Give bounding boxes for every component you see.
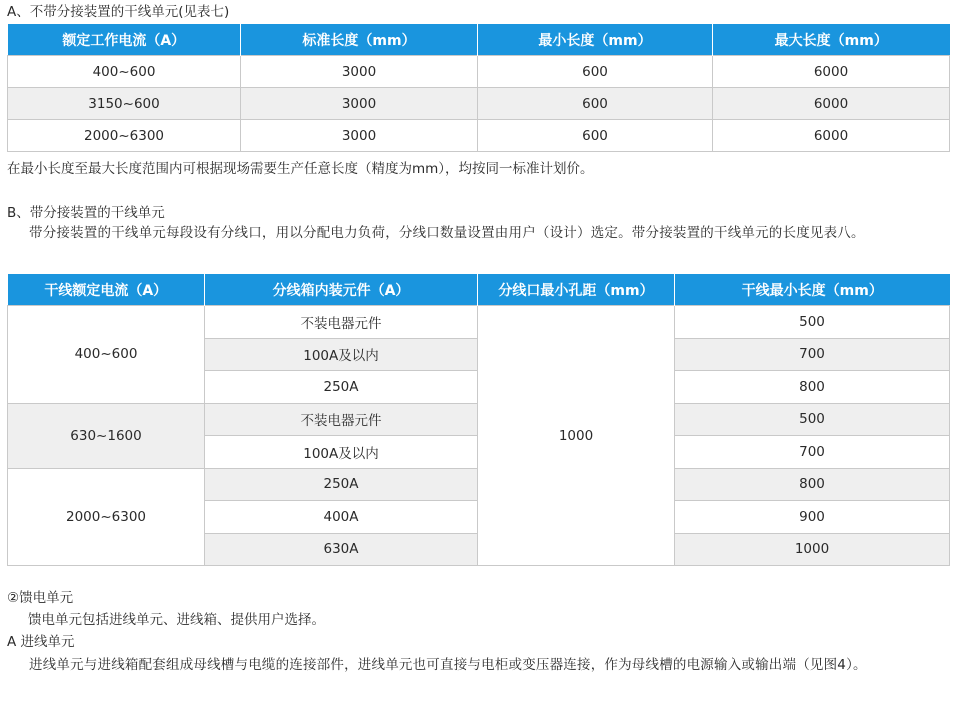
section-b-paragraph: 带分接装置的干线单元每段设有分线口，用以分配电力负荷，分线口数量设置由用户（设计）选定。带分接装置的干线单元的长度见表八。 [29, 225, 865, 241]
header-max-length: 最大长度（mm） [713, 24, 950, 56]
incoming-title: A 进线单元 [7, 634, 75, 650]
cell-component: 250A [205, 468, 478, 501]
cell-length: 1000 [675, 533, 950, 566]
cell-length: 700 [675, 338, 950, 371]
cell: 600 [478, 56, 713, 88]
cell-component: 不装电器元件 [205, 403, 478, 436]
cell-current-group: 400~600 [8, 306, 205, 404]
cell: 6000 [713, 88, 950, 120]
cell-length: 500 [675, 403, 950, 436]
table-row [8, 88, 950, 120]
header-box-component: 分线箱内装元件（A） [205, 274, 478, 306]
table-unit-without-tap [7, 24, 950, 152]
cell: 3000 [241, 120, 478, 152]
cell: 6000 [713, 120, 950, 152]
length-note: 在最小长度至最大长度范围内可根据现场需要生产任意长度（精度为mm），均按同一标准计划价。 [7, 161, 594, 177]
header-min-hole-spacing: 分线口最小孔距（mm） [478, 274, 675, 306]
table-row [8, 56, 950, 88]
feeder-title: ②馈电单元 [7, 590, 74, 606]
header-standard-length: 标准长度（mm） [241, 24, 478, 56]
cell-current-group: 630~1600 [8, 403, 205, 468]
cell-current-group: 2000~6300 [8, 468, 205, 566]
table-header-row [8, 24, 950, 56]
cell: 3000 [241, 56, 478, 88]
feeder-text: 馈电单元包括进线单元、进线箱、提供用户选择。 [28, 612, 325, 628]
cell-component: 630A [205, 533, 478, 566]
cell-component: 400A [205, 501, 478, 534]
cell-length: 800 [675, 371, 950, 404]
cell: 3150~600 [8, 88, 241, 120]
cell: 600 [478, 88, 713, 120]
header-min-length: 最小长度（mm） [478, 24, 713, 56]
cell-component: 100A及以内 [205, 436, 478, 469]
cell-length: 800 [675, 468, 950, 501]
section-a-title: A、不带分接装置的干线单元(见表七) [7, 4, 230, 20]
cell-length: 900 [675, 501, 950, 534]
table-header-row [8, 274, 950, 306]
cell-component: 250A [205, 371, 478, 404]
cell-hole-spacing: 1000 [478, 306, 675, 566]
cell: 600 [478, 120, 713, 152]
table-row [8, 120, 950, 152]
header-trunk-min-length: 干线最小长度（mm） [675, 274, 950, 306]
header-trunk-current: 干线额定电流（A） [8, 274, 205, 306]
cell: 400~600 [8, 56, 241, 88]
table-unit-with-tap [7, 274, 950, 566]
section-b-title: B、带分接装置的干线单元 [7, 205, 165, 221]
cell: 2000~6300 [8, 120, 241, 152]
cell: 6000 [713, 56, 950, 88]
table-row [8, 306, 950, 339]
cell-length: 700 [675, 436, 950, 469]
cell-component: 不装电器元件 [205, 306, 478, 339]
cell-length: 500 [675, 306, 950, 339]
cell: 3000 [241, 88, 478, 120]
header-rated-current: 额定工作电流（A） [8, 24, 241, 56]
incoming-paragraph: 进线单元与进线箱配套组成母线槽与电缆的连接部件，进线单元也可直接与电柜或变压器连接，作为母线槽的电源输入或输出端（见图4）。 [29, 657, 867, 673]
cell-component: 100A及以内 [205, 338, 478, 371]
